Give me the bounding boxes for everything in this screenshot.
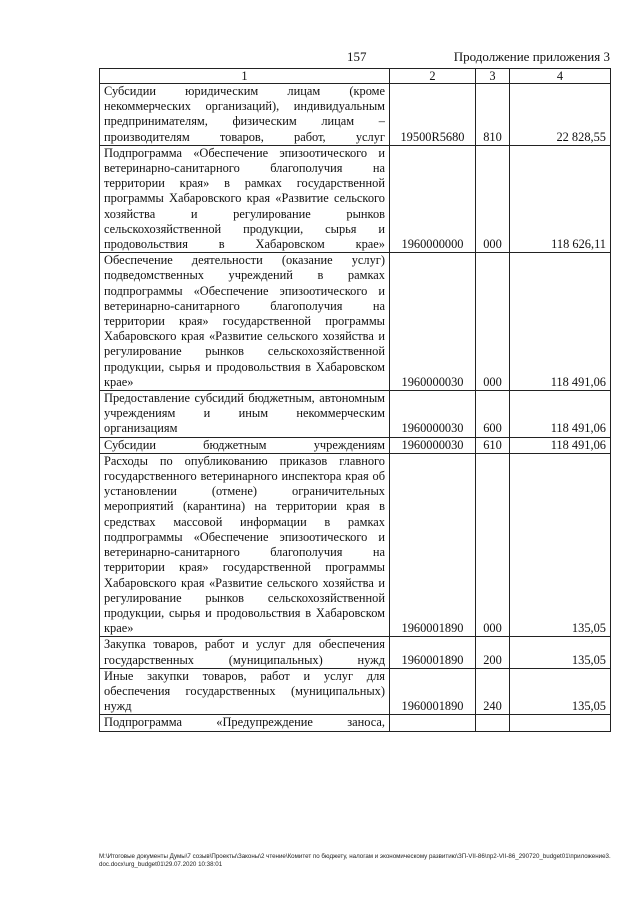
row-expense-type-cell: 600 (476, 391, 510, 438)
col-header-4: 4 (510, 69, 611, 84)
row-expense-type-cell: 200 (476, 637, 510, 668)
table-row (100, 253, 611, 391)
table-row (100, 637, 611, 668)
row-expense-type-cell: 000 (476, 453, 510, 636)
row-name-cell: Субсидии бюджетным учреждениям (100, 437, 390, 453)
row-amount-cell: 118 491,06 (510, 391, 611, 438)
row-expense-type-cell: 610 (476, 437, 510, 453)
row-name-cell: Подпрограмма «Предупреждение заноса, (100, 715, 390, 731)
row-code-cell: 1960001890 (390, 637, 476, 668)
row-name-cell: Субсидии юридическим лицам (кроме некоммерческих организаций), индивидуальным предпринимателям, физическим лицам – производителям товаров, работ, услуг (100, 84, 390, 146)
budget-table (99, 68, 611, 732)
row-amount-cell: 135,05 (510, 668, 611, 715)
table-row (100, 145, 611, 252)
row-amount-cell: 135,05 (510, 637, 611, 668)
row-code-cell: 1960000030 (390, 437, 476, 453)
row-name-cell: Подпрограмма «Обеспечение эпизоотического и ветеринарно-санитарного благополучия на территории края» в рамках государственной программы Хабаровского края «Развитие сельского хозяйства и регулирование рынков сельскохозяйственной продукции, сырья и продовольствия в Хабаровском крае» (100, 145, 390, 252)
row-name-cell: Иные закупки товаров, работ и услуг для обеспечения государственных (муниципальных) нужд (100, 668, 390, 715)
row-name-cell: Предоставление субсидий бюджетным, автономным учреждениям и иным некоммерческим организациям (100, 391, 390, 438)
row-amount-cell: 118 626,11 (510, 145, 611, 252)
table-header-row (100, 69, 611, 84)
row-code-cell: 1960001890 (390, 453, 476, 636)
file-path-footer: M:\Итоговые документы Думы\7 созыв\Проекты\Законы\2 чтение\Комитет по бюджету, налогам и экономическому развитию\ЗП-VII-86\пр2-VII-86_290720_budget01\приложение3.doc.docx\urg_budget01\29.07.2020 10:38:01 (99, 853, 611, 868)
row-amount-cell: 118 491,06 (510, 253, 611, 391)
row-amount-cell: 22 828,55 (510, 84, 611, 146)
table-row (100, 715, 611, 731)
row-expense-type-cell: 000 (476, 145, 510, 252)
row-expense-type-cell: 240 (476, 668, 510, 715)
row-name-cell: Закупка товаров, работ и услуг для обеспечения государственных (муниципальных) нужд (100, 637, 390, 668)
row-expense-type-cell (476, 715, 510, 731)
col-header-2: 2 (390, 69, 476, 84)
page-number: 157 (347, 49, 367, 64)
row-expense-type-cell: 810 (476, 84, 510, 146)
row-code-cell: 1960001890 (390, 668, 476, 715)
row-code-cell: 19500R5680 (390, 84, 476, 146)
row-amount-cell: 135,05 (510, 453, 611, 636)
row-expense-type-cell: 000 (476, 253, 510, 391)
table-row (100, 391, 611, 438)
row-name-cell: Расходы по опубликованию приказов главного государственного ветеринарного инспектора края об установлении (отмене) ограничительных мероприятий (карантина) на территории края в средствах массовой информации в рамках подпрограммы «Обеспечение эпизоотического и ветеринарно-санитарного благополучия на территории края» государственной программы Хабаровского края «Развитие сельского хозяйства и регулирование рынков сельскохозяйственной продукции, сырья и продовольствия в Хабаровском крае» (100, 453, 390, 636)
continued-label: Продолжение приложения 3 (453, 49, 610, 64)
col-header-3: 3 (476, 69, 510, 84)
row-code-cell: 1960000030 (390, 391, 476, 438)
row-code-cell: 1960000000 (390, 145, 476, 252)
col-header-1: 1 (100, 69, 390, 84)
row-amount-cell (510, 715, 611, 731)
row-code-cell: 1960000030 (390, 253, 476, 391)
table-row (100, 453, 611, 636)
row-code-cell (390, 715, 476, 731)
row-amount-cell: 118 491,06 (510, 437, 611, 453)
row-name-cell: Обеспечение деятельности (оказание услуг) подведомственных учреждений в рамках подпрограммы «Обеспечение эпизоотического и ветеринарно-санитарного благополучия на территории края» государственной программы Хабаровского края «Развитие сельского хозяйства и регулирование рынков сельскохозяйственной продукции, сырья и продовольствия в Хабаровском крае» (100, 253, 390, 391)
table-row (100, 668, 611, 715)
table-row (100, 437, 611, 453)
table-row (100, 84, 611, 146)
